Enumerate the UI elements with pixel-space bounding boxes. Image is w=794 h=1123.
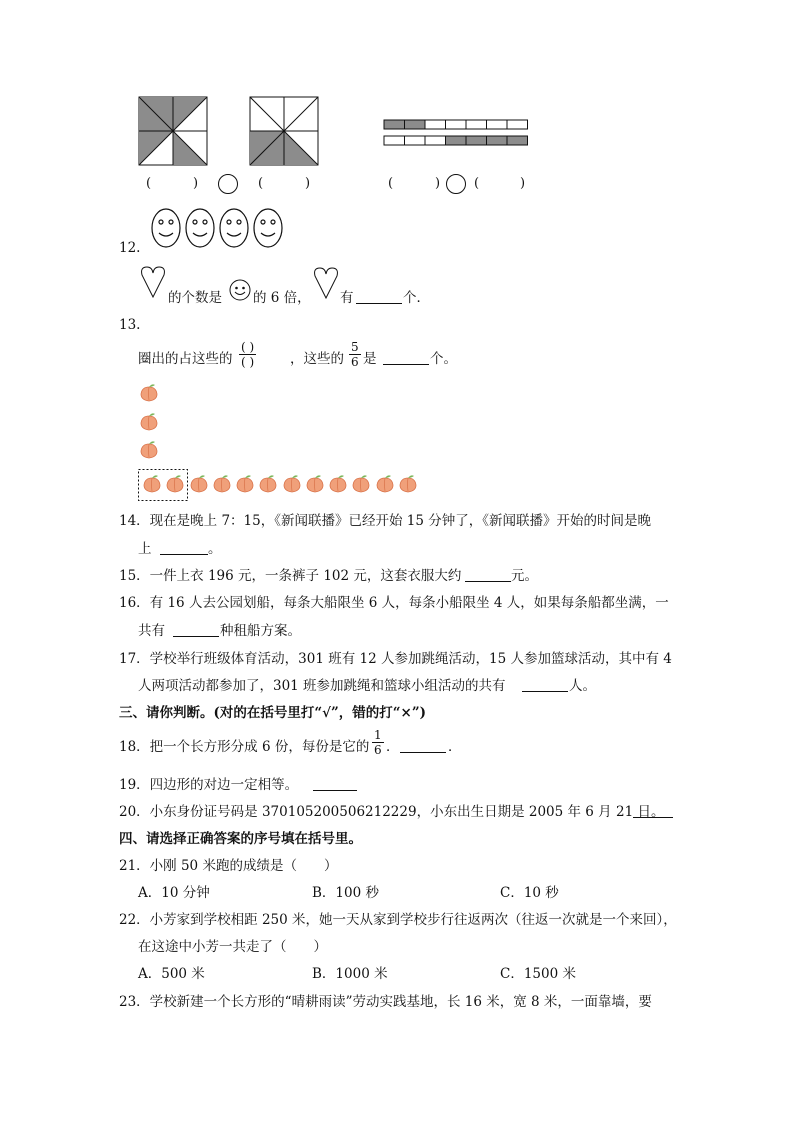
- question-number: 12.: [119, 240, 141, 256]
- answer-blank[interactable]: [400, 738, 446, 753]
- answer-paren-open: (: [146, 176, 152, 191]
- answer-blank[interactable]: [160, 540, 208, 555]
- option-a[interactable]: A．500 米: [138, 966, 205, 982]
- answer-paren-open: (: [474, 176, 480, 191]
- fraction-numerator: 1: [374, 728, 382, 742]
- answer-paren-close: ): [193, 176, 199, 191]
- q12-text: 的个数是: [168, 290, 222, 306]
- option-c[interactable]: C．10 秒: [500, 885, 559, 901]
- answer-paren-close: ): [435, 176, 441, 191]
- q12-text: 有: [340, 290, 354, 306]
- answer-blank[interactable]: [633, 803, 673, 818]
- fraction-denominator: 6: [351, 355, 359, 369]
- question-number: 13.: [119, 317, 141, 333]
- strip-figures: [384, 119, 529, 147]
- square-figure-1: [139, 97, 207, 165]
- answer-paren-close: ): [305, 176, 311, 191]
- q20-text: 20．小东身份证号码是 370105200506212229，小东出生日期是 2005 年 6 月 21 日。: [119, 804, 665, 820]
- q19-text: 19．四边形的对边一定相等。: [119, 777, 299, 793]
- answer-blank[interactable]: [356, 289, 402, 304]
- peach-icon: [260, 475, 276, 492]
- fraction-numerator: 5: [351, 340, 359, 354]
- peach-icon: [214, 475, 230, 492]
- q16-text: 共有: [138, 623, 165, 639]
- compare-circle[interactable]: [218, 174, 238, 194]
- q14-text: 。: [208, 541, 222, 557]
- q12-text: 的 6 倍，: [253, 290, 311, 306]
- answer-blank[interactable]: [383, 350, 429, 365]
- q17-text: 人。: [569, 678, 596, 694]
- section-heading: 四、请选择正确答案的序号填在括号里。: [119, 831, 362, 847]
- peach-icon: [141, 384, 157, 401]
- q23-line1: 23．学校新建一个长方形的“晴耕雨读”劳动实践基地，长 16 米，宽 8 米，一面靠墙，要: [119, 994, 652, 1010]
- smiley-face-group: [150, 208, 286, 248]
- q17-line1: 17．学校举行班级体育活动，301 班有 12 人参加跳绳活动，15 人参加篮球活动，其中有 4: [119, 651, 672, 667]
- peach-icon: [353, 475, 369, 492]
- q13-text: 是: [363, 351, 377, 367]
- q12-text: 个．: [403, 290, 430, 306]
- fraction-blank[interactable]: [239, 340, 256, 369]
- peach-icon: [237, 475, 253, 492]
- q15-text: 15．一件上衣 196 元，一条裤子 102 元，这套衣服大约: [119, 568, 462, 584]
- fraction-five-sixths: [349, 340, 361, 369]
- peach-icon: [141, 413, 157, 430]
- smiley-face-icon: [220, 209, 248, 247]
- smiley-face-icon: [152, 209, 180, 247]
- answer-blank[interactable]: [313, 776, 357, 791]
- answer-blank[interactable]: [173, 622, 219, 637]
- answer-paren-open: (: [388, 176, 394, 191]
- compare-circle[interactable]: [446, 174, 466, 194]
- heart-icon: [313, 266, 339, 300]
- q22-line1: 22．小芳家到学校相距 250 米，她一天从家到学校步行往返两次（往返一次就是一个来回），: [119, 912, 677, 928]
- peach-icon: [330, 475, 346, 492]
- peach-icon: [191, 475, 207, 492]
- option-b[interactable]: B．1000 米: [312, 966, 388, 982]
- peach-icon: [307, 475, 323, 492]
- q13-text: ，这些的: [290, 351, 344, 367]
- q18-text: 18．把一个长方形分成 6 份，每份是它的: [119, 739, 370, 755]
- q14-text: 上: [138, 541, 152, 557]
- peach-icon: [400, 475, 416, 492]
- answer-paren-open: (: [258, 176, 264, 191]
- smiley-face-icon: [254, 209, 282, 247]
- q13-text: 个。: [430, 351, 457, 367]
- q21-stem: 21．小刚 50 米跑的成绩是（ ）: [119, 858, 338, 874]
- answer-blank[interactable]: [465, 567, 511, 582]
- peach-group: [138, 384, 423, 504]
- peach-icon: [377, 475, 393, 492]
- section-heading: 三、请你判断。(对的在括号里打“√”，错的打“×”): [119, 705, 427, 721]
- heart-icon: [140, 265, 166, 299]
- fraction-denominator: 6: [374, 743, 382, 757]
- answer-paren-close: ): [520, 176, 526, 191]
- q18-text: ．: [386, 739, 400, 755]
- peach-icon: [144, 475, 160, 492]
- answer-blank[interactable]: [522, 677, 568, 692]
- fraction-numerator: ( ): [241, 340, 255, 354]
- q16-text: 种租船方案。: [220, 623, 301, 639]
- q15-text: 元。: [511, 568, 538, 584]
- q13-text: 圈出的占这些的: [138, 351, 233, 367]
- square-figure-2: [250, 97, 318, 165]
- peach-icon: [284, 475, 300, 492]
- fraction-one-sixth: [372, 728, 384, 757]
- q16-line1: 16．有 16 人去公园划船，每条大船限坐 6 人，每条小船限坐 4 人，如果每条船都坐满，一: [119, 595, 669, 611]
- peach-icon: [167, 475, 183, 492]
- option-b[interactable]: B．100 秒: [312, 885, 379, 901]
- smiley-face-icon: [229, 279, 251, 301]
- peach-icon: [141, 441, 157, 458]
- q22-line2: 在这途中小芳一共走了（ ）: [138, 939, 327, 955]
- smiley-face-icon: [186, 209, 214, 247]
- option-c[interactable]: C．1500 米: [500, 966, 576, 982]
- option-a[interactable]: A．10 分钟: [138, 885, 210, 901]
- q18-text: ．: [448, 739, 462, 755]
- q17-text: 人两项活动都参加了，301 班参加跳绳和篮球小组活动的共有: [138, 678, 506, 694]
- fraction-denominator: ( ): [241, 355, 255, 369]
- q14-line1: 14．现在是晚上 7：15，《新闻联播》已经开始 15 分钟了，《新闻联播》开始的时间是晚: [119, 513, 651, 529]
